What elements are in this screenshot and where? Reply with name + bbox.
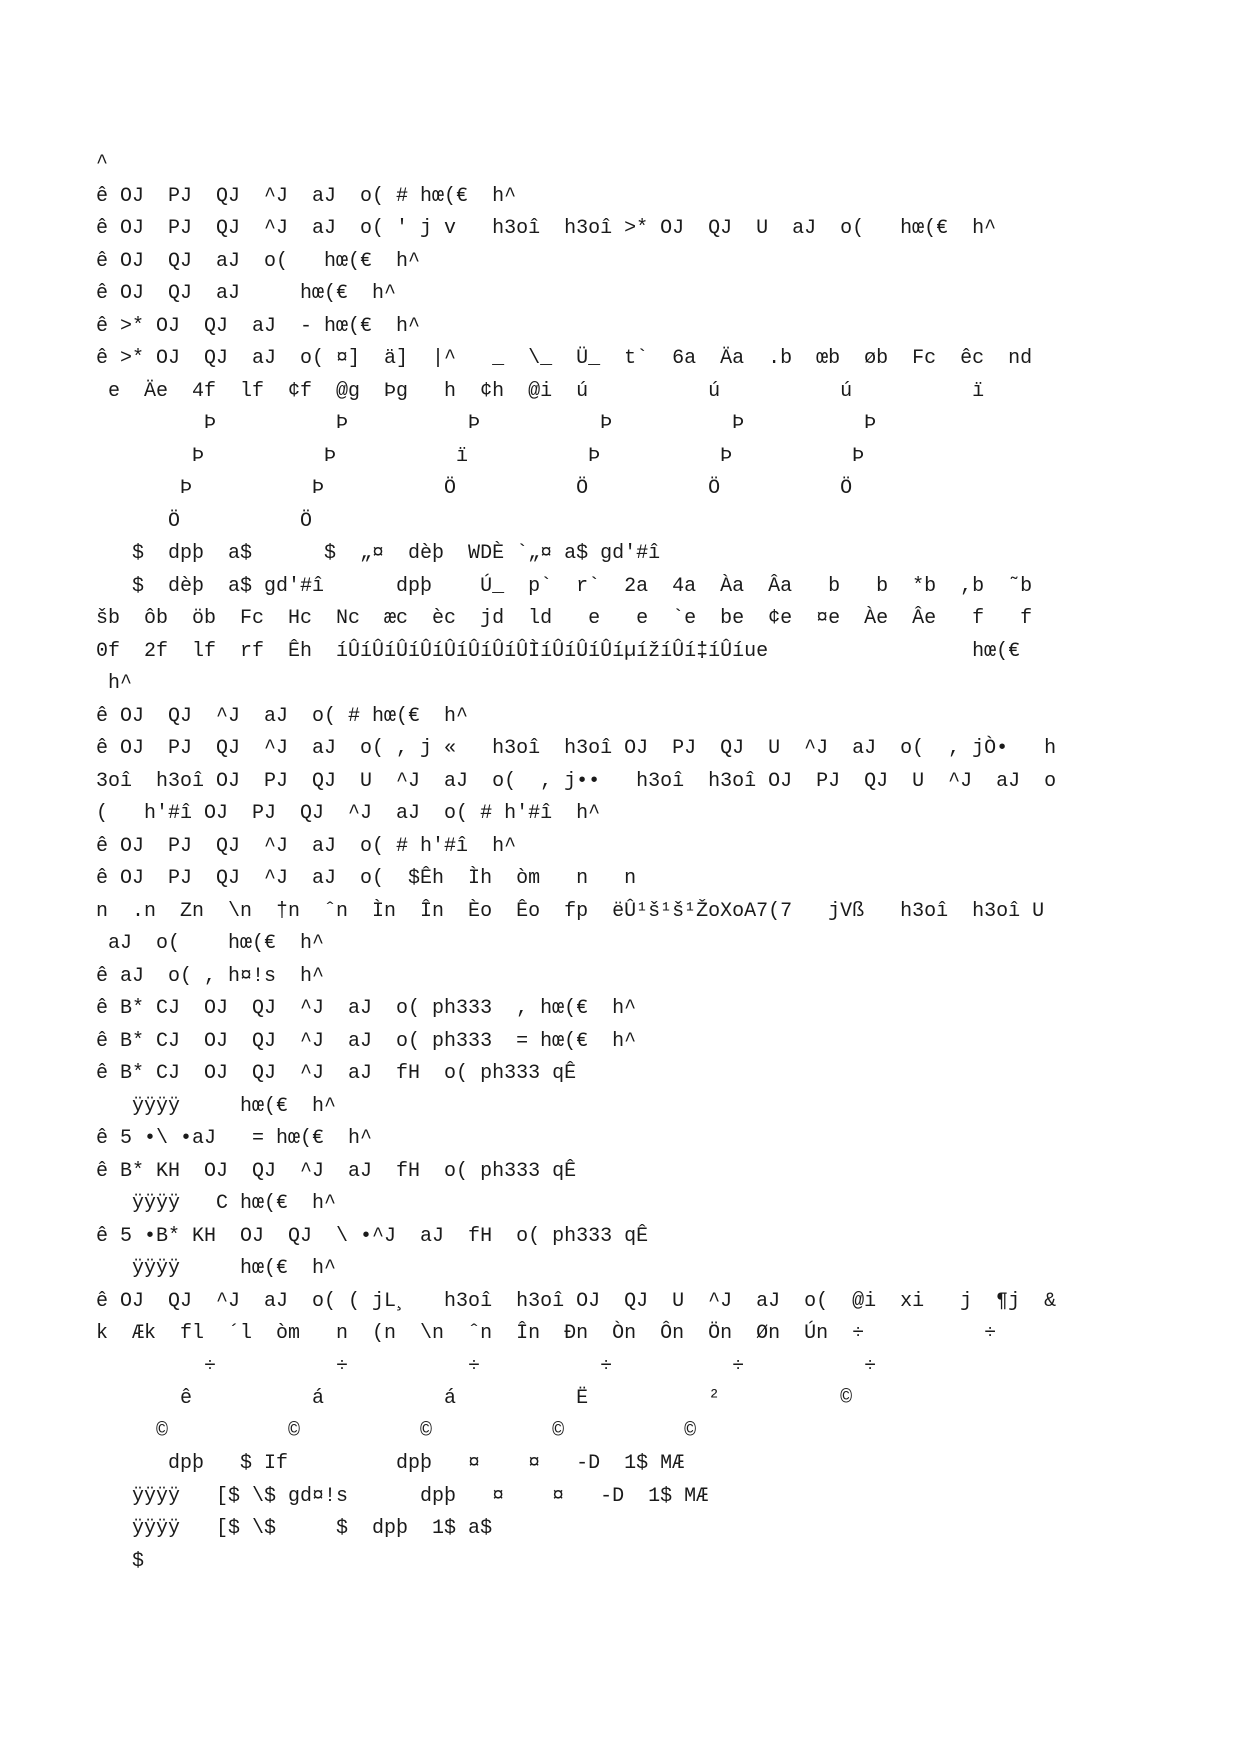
text-line: $ dpþ a$ $ „¤ dèþ WDÈ `„¤ a$ gd'#î xyxy=(96,542,661,565)
text-line: ê OJ PJ QJ ^J aJ o( , j « h3oî h3oî OJ PJ QJ U ^J aJ o( , jÒ• h xyxy=(96,737,1057,760)
text-line: ^ xyxy=(96,152,109,175)
text-line: ê aJ o( , h¤!s h^ xyxy=(96,964,325,988)
garbled-text-block xyxy=(96,148,1156,1578)
text-line: ê B* CJ OJ QJ ^J aJ o( ph333 , hœ(€ h^ xyxy=(96,997,637,1020)
text-line: ÿÿÿÿ C hœ(€ h^ xyxy=(96,1192,337,1215)
text-line: Ö Ö xyxy=(96,509,313,533)
text-line: h^ xyxy=(96,672,133,695)
text-line: 3oî h3oî OJ PJ QJ U ^J aJ o( , j•• h3oî h3oî OJ PJ QJ U ^J aJ o xyxy=(96,769,1057,793)
text-line: n .n Zn \n †n ˆn Ìn În Èo Êo fp ëÛ¹š¹š¹ŽoXoA7(7 jVß h3oî h3oî U xyxy=(96,899,1045,923)
text-line: šb ôb öb Fc Hc Nc æc èc jd ld e e `e be ¢e ¤e Àe Âe f f xyxy=(96,607,1033,630)
text-line: ê OJ PJ QJ ^J aJ o( ' j v h3oî h3oî >* OJ QJ U aJ o( hœ(€ h^ xyxy=(96,217,997,240)
text-line: Þ Þ ï Þ Þ Þ xyxy=(96,444,865,468)
text-line: ê OJ PJ QJ ^J aJ o( $Êh Ìh òm n n xyxy=(96,867,637,890)
text-line: ê B* KH OJ QJ ^J aJ fH o( ph333 qÊ xyxy=(96,1159,577,1183)
text-line: k Æk fl ´l òm n (n \n ˆn În Ðn Òn Ôn Ön Øn Ún ÷ ÷ xyxy=(96,1322,997,1345)
text-line: ÿÿÿÿ [$ \$ gd¤!s dpþ ¤ ¤ -D 1$ MÆ xyxy=(96,1484,709,1508)
text-line: ê OJ PJ QJ ^J aJ o( # hœ(€ h^ xyxy=(96,184,517,208)
text-line: ê OJ QJ aJ hœ(€ h^ xyxy=(96,282,397,305)
text-line: ÷ ÷ ÷ ÷ ÷ ÷ xyxy=(96,1354,877,1378)
text-line: $ dèþ a$ gd'#î dpþ Ú_ p` r` 2a 4a Àa Âa b b *b ,b ˜b xyxy=(96,574,1033,598)
text-line: ê 5 •\ •aJ = hœ(€ h^ xyxy=(96,1127,373,1150)
text-line: © © © © © xyxy=(96,1419,697,1443)
text-line: ÿÿÿÿ [$ \$ $ dpþ 1$ a$ xyxy=(96,1517,493,1540)
text-line: ê OJ QJ ^J aJ o( # hœ(€ h^ xyxy=(96,704,469,728)
text-line: e Äe 4f lf ¢f @g Þg h ¢h @i ú ú ú ï xyxy=(96,379,985,403)
text-line: ê B* CJ OJ QJ ^J aJ o( ph333 = hœ(€ h^ xyxy=(96,1029,637,1053)
text-line: ê >* OJ QJ aJ - hœ(€ h^ xyxy=(96,314,421,338)
text-line: ê á á Ë ² © xyxy=(96,1387,853,1410)
text-line: Þ Þ Þ Þ Þ Þ xyxy=(96,412,877,435)
text-line: aJ o( hœ(€ h^ xyxy=(96,932,325,955)
text-line: $ xyxy=(96,1549,145,1573)
text-line: ê OJ QJ ^J aJ o( ( jL¸ h3oî h3oî OJ QJ U ^J aJ o( @i xi j ¶j & xyxy=(96,1289,1057,1313)
text-line: 0f 2f lf rf Êh íÛíÛíÛíÛíÛíÛíÛíÛÌíÛíÛíÛíµížíÛí‡íÛíue hœ(€ xyxy=(96,639,1021,663)
text-line: ê 5 •B* KH OJ QJ \ •^J aJ fH o( ph333 qÊ xyxy=(96,1224,649,1248)
text-line: dpþ $ If dpþ ¤ ¤ -D 1$ MÆ xyxy=(96,1452,685,1475)
text-line: ( h'#î OJ PJ QJ ^J aJ o( # h'#î h^ xyxy=(96,802,601,825)
text-line: ê B* CJ OJ QJ ^J aJ fH o( ph333 qÊ xyxy=(96,1062,577,1085)
text-line: ê OJ PJ QJ ^J aJ o( # h'#î h^ xyxy=(96,834,517,858)
text-line: ÿÿÿÿ hœ(€ h^ xyxy=(96,1094,337,1118)
text-line: ê OJ QJ aJ o( hœ(€ h^ xyxy=(96,249,421,273)
text-line: ÿÿÿÿ hœ(€ h^ xyxy=(96,1257,337,1280)
text-line: Þ Þ Ö Ö Ö Ö xyxy=(96,477,853,500)
text-line: ê >* OJ QJ aJ o( ¤] ä] |^ _ \_ Ü_ t` 6a Äa .b œb øb Fc êc nd xyxy=(96,347,1033,370)
